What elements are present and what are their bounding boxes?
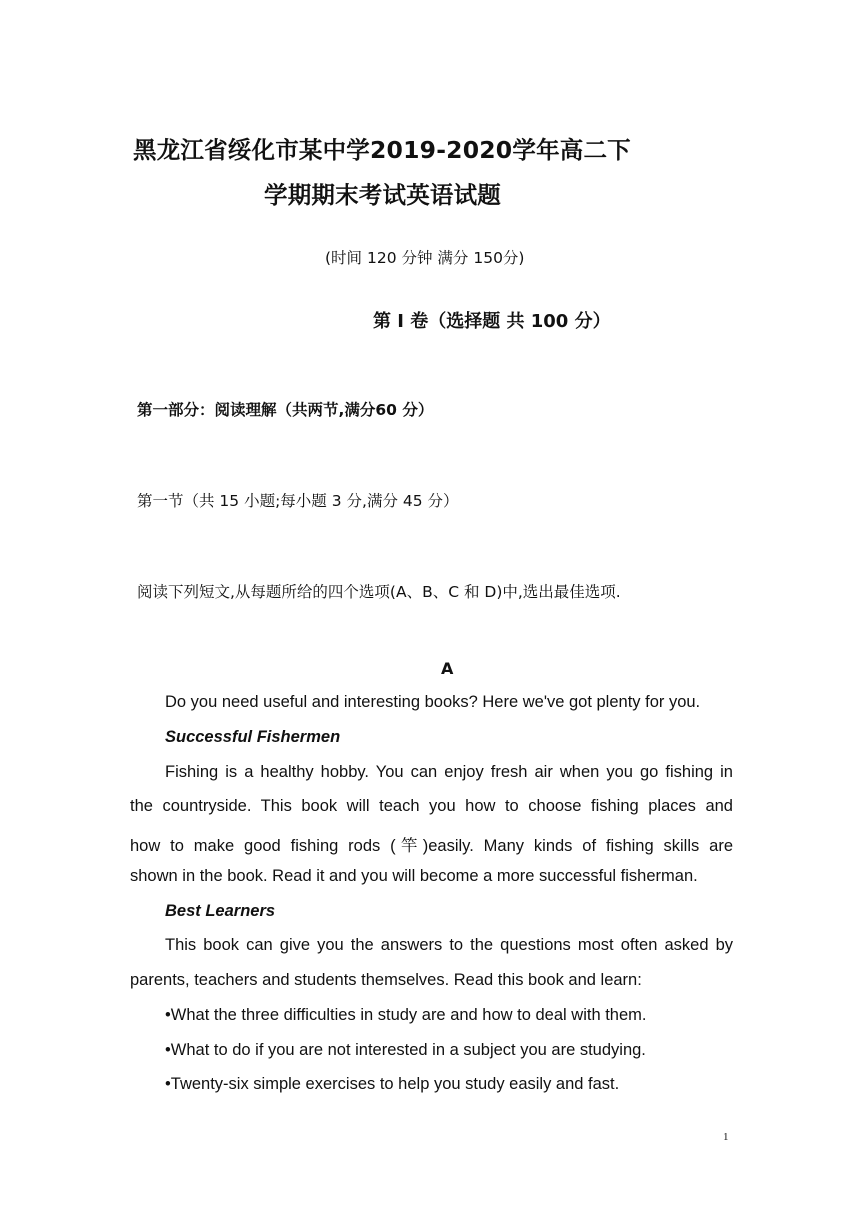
- page-title-line-2: 学期期末考试英语试题: [264, 181, 501, 209]
- passage-intro: Do you need useful and interesting books? Here we've got plenty for you.: [165, 693, 701, 711]
- part-heading: 第一部分：阅读理解（共两节,满分60 分）: [137, 401, 434, 419]
- subsection-heading: 第一节（共 15 小题;每小题 3 分,满分 45 分）: [137, 492, 459, 510]
- bullet-item: •What to do if you are not interested in a subject you are studying.: [165, 1041, 646, 1059]
- bullet-item: •Twenty-six simple exercises to help you study easily and fast.: [165, 1075, 620, 1093]
- paragraph-line: This book can give you the answers to the questions most often asked by: [165, 936, 733, 954]
- exam-time-info: (时间 120 分钟 满分 150分): [325, 249, 525, 267]
- page-number: 1: [723, 1131, 729, 1143]
- book-title-successful-fishermen: Successful Fishermen: [165, 728, 341, 746]
- passage-label: A: [441, 659, 454, 678]
- paragraph-line: shown in the book. Read it and you will become a more successful fisherman.: [130, 867, 698, 885]
- paragraph-line: how to make good fishing rods (竿)easily. Many kinds of fishing skills are: [130, 837, 733, 855]
- instructions-text: 阅读下列短文,从每题所给的四个选项(A、B、C 和 D)中,选出最佳选项.: [137, 583, 621, 601]
- paragraph-line: parents, teachers and students themselves. Read this book and learn:: [130, 971, 642, 989]
- paragraph-line: the countryside. This book will teach you how to choose fishing places and: [130, 797, 733, 815]
- paragraph-line: Fishing is a healthy hobby. You can enjoy fresh air when you go fishing in: [165, 763, 733, 781]
- bullet-item: •What the three difficulties in study are and how to deal with them.: [165, 1006, 647, 1024]
- book-title-best-learners: Best Learners: [165, 902, 276, 920]
- page-title-line-1: 黑龙江省绥化市某中学2019-2020学年高二下: [133, 136, 631, 164]
- volume-heading: 第 I 卷（选择题 共 100 分）: [373, 311, 611, 332]
